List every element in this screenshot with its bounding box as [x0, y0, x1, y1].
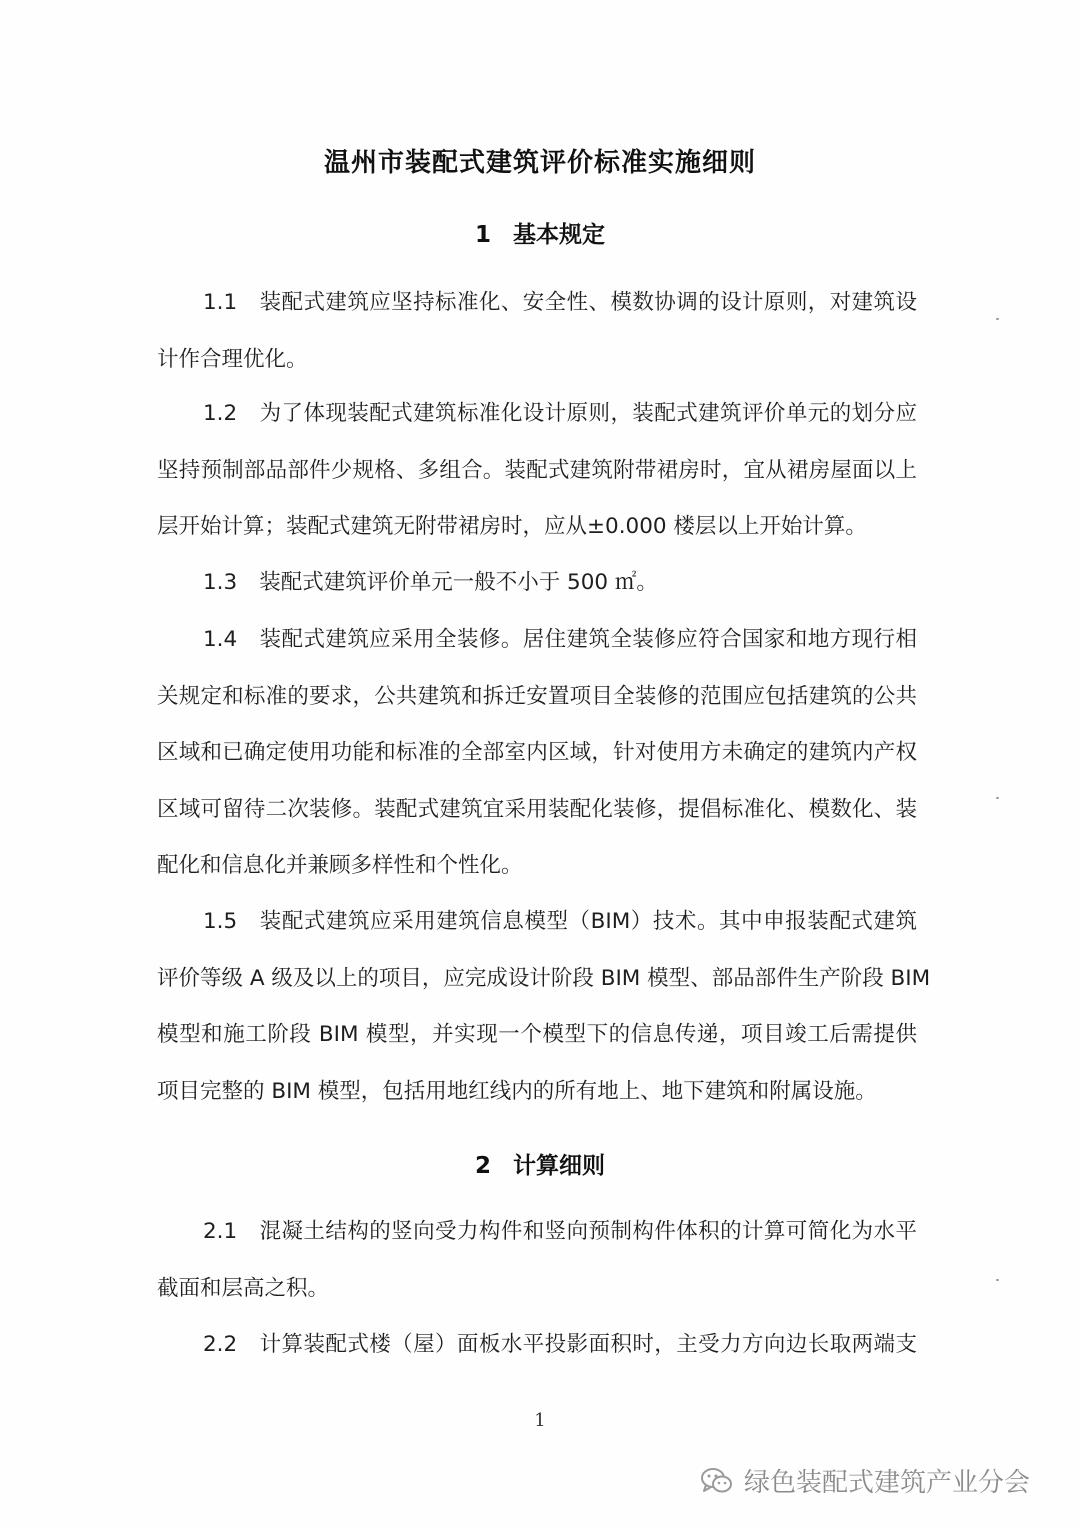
clause-2-1	[157, 1204, 917, 1317]
clause-line: 1.5 装配式建筑应采用建筑信息模型（BIM）技术。其中申报装配式建筑	[157, 894, 917, 951]
clause-2-2	[157, 1317, 917, 1374]
clause-line: 项目完整的 BIM 模型，包括用地红线内的所有地上、地下建筑和附属设施。	[157, 1078, 877, 1104]
section-title: 基本规定	[513, 222, 605, 248]
watermark	[700, 1462, 1030, 1499]
section-2-heading	[0, 1147, 1080, 1180]
clause-number: 2.1	[203, 1219, 238, 1244]
clause-line: 计作合理优化。	[157, 346, 308, 372]
clause-number: 1.2	[203, 401, 238, 426]
clause-number: 1.5	[203, 909, 238, 934]
section-number: 2	[474, 1153, 491, 1179]
clause-line: 模型和施工阶段 BIM 模型，并实现一个模型下的信息传递，项目竣工后需提供	[157, 1022, 917, 1047]
clause-line: 1.1 装配式建筑应坚持标准化、安全性、模数协调的设计原则，对建筑设	[157, 275, 917, 332]
clause-line: 截面和层高之积。	[157, 1275, 330, 1301]
clause-line: 区域可留待二次装修。装配式建筑宜采用装配化装修，提倡标准化、模数化、装	[157, 796, 917, 822]
section-title: 计算细则	[513, 1153, 605, 1179]
clause-line: 配化和信息化并兼顾多样性和个性化。	[157, 853, 523, 878]
clause-line: 坚持预制部品部件少规格、多组合。装配式建筑附带裙房时，宜从裙房屋面以上	[157, 457, 917, 483]
clause-1-2	[157, 386, 917, 556]
section-1-heading	[0, 216, 1080, 249]
document-title: 温州市装配式建筑评价标准实施细则	[323, 148, 756, 178]
page-number: 1	[534, 1410, 546, 1431]
clause-line: 关规定和标准的要求，公共建筑和拆迁安置项目全装修的范围应包括建筑的公共	[157, 683, 917, 709]
clause-line: 评价等级 A 级及以上的项目，应完成设计阶段 BIM 模型、部品部件生产阶段 BIM	[157, 965, 931, 991]
watermark-text: 绿色装配式建筑产业分会	[744, 1468, 1031, 1498]
clause-1-1	[157, 275, 917, 388]
clause-line: 1.2 为了体现装配式建筑标准化设计原则，装配式建筑评价单元的划分应	[157, 386, 917, 443]
clause-line: 区域和已确定使用功能和标准的全部室内区域，针对使用方未确定的建筑内产权	[157, 740, 917, 765]
clause-line: 1.3 装配式建筑评价单元一般不小于 500 ㎡。	[157, 555, 917, 612]
clause-number: 1.4	[203, 627, 238, 652]
clause-line: 层开始计算；装配式建筑无附带裙房时，应从±0.000 楼层以上开始计算。	[157, 514, 867, 539]
scan-speck	[996, 1279, 999, 1281]
clause-number: 1.1	[203, 290, 238, 315]
scan-speck	[996, 318, 999, 320]
clause-1-4	[157, 612, 917, 895]
clause-1-5	[157, 894, 931, 1120]
clause-number: 1.3	[203, 570, 238, 595]
wechat-icon	[700, 1466, 734, 1496]
scan-speck	[996, 797, 999, 799]
clause-1-3	[157, 555, 917, 612]
clause-line: 1.4 装配式建筑应采用全装修。居住建筑全装修应符合国家和地方现行相	[157, 612, 917, 669]
section-number: 1	[474, 222, 491, 248]
clause-line: 2.1 混凝土结构的竖向受力构件和竖向预制构件体积的计算可简化为水平	[157, 1204, 917, 1261]
clause-line: 2.2 计算装配式楼（屋）面板水平投影面积时，主受力方向边长取两端支	[157, 1317, 917, 1374]
clause-number: 2.2	[203, 1332, 238, 1357]
